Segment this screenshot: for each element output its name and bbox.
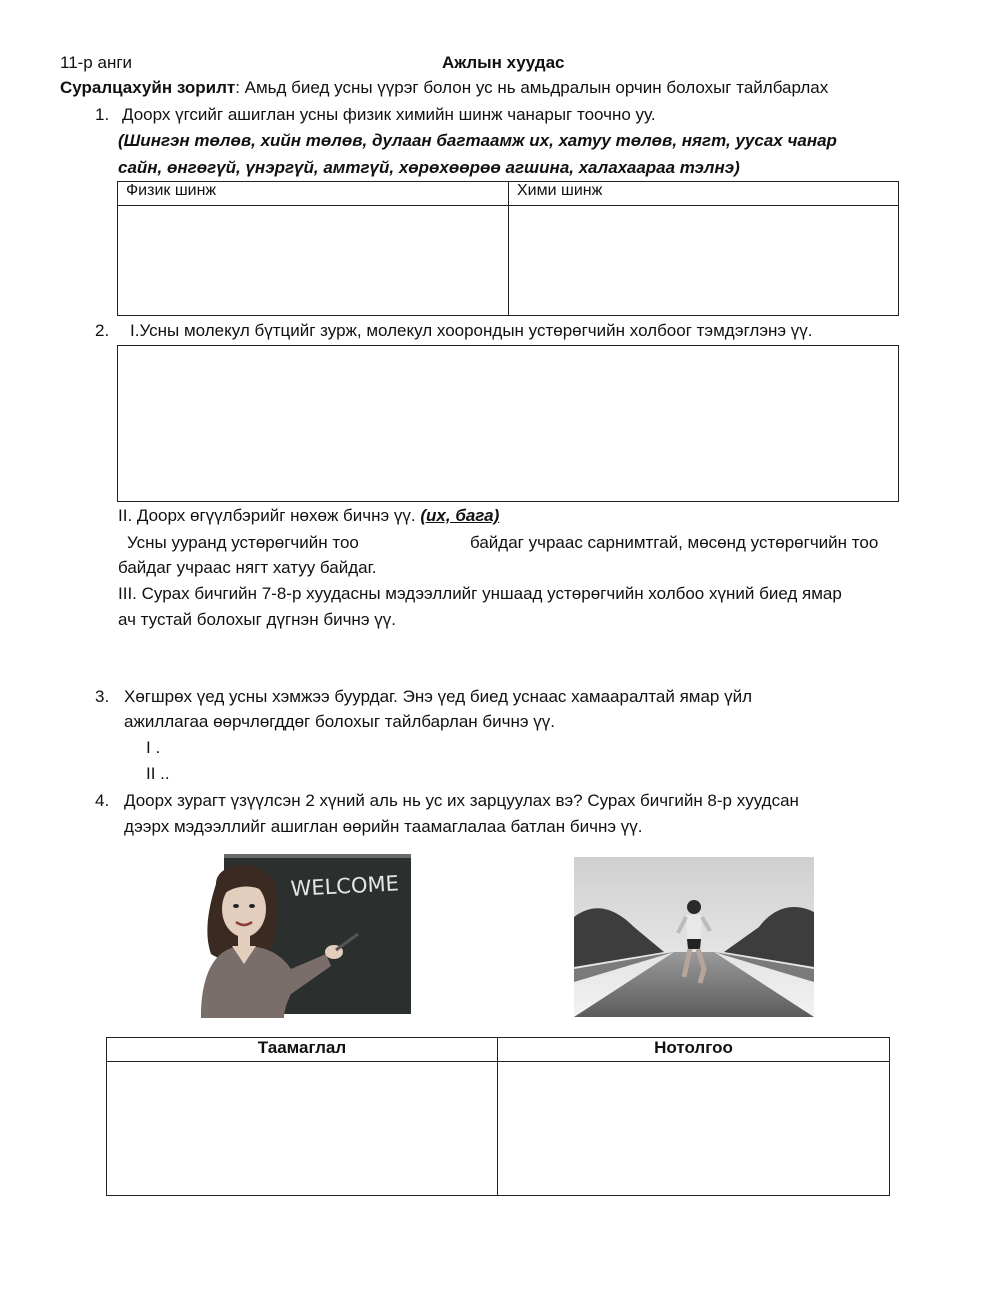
q1-text: Доорх үгсийг ашиглан усны физик химийн шинж чанарыг тоочно уу. [122, 105, 656, 124]
q3-line1: Хөгшрөх үед усны хэмжээ буурдаг. Энэ үед биед уснаас хамааралтай ямар үйл [124, 687, 753, 706]
q2-number: 2. [95, 321, 110, 340]
q4-line1: Доорх зурагт үзүүлсэн 2 хүний аль нь ус их зарцуулах вэ? Сурах бичгийн 8-р хуудсан [124, 791, 799, 810]
q2-part3-line2: ач тустай болохыг дүгнэн бичнэ үү. [118, 610, 396, 629]
q2-part2-options: (их, бага) [420, 506, 500, 525]
page-title: Ажлын хуудас [442, 53, 565, 72]
q4-line2: дээрх мэдээллийг ашиглан өөрийн таамаглалаа батлан бичнэ үү. [124, 817, 643, 836]
q4-number: 4. [95, 791, 110, 810]
q2-fill-left: Усны ууранд устөрөгчийн тоо [127, 533, 359, 552]
teacher-illustration [196, 854, 411, 1018]
q4-col-hypothesis: Таамаглал [107, 1038, 498, 1062]
welcome-text: WELCOME [290, 871, 400, 901]
q4-table [106, 1037, 890, 1196]
q1-hint-line1: (Шингэн төлөв, хийн төлөв, дулаан багтаамж их, хатуу төлөв, нягт, уусах чанар [118, 131, 837, 150]
q3-number: 3. [95, 687, 110, 706]
q4-hypothesis-answer-cell[interactable] [107, 1062, 498, 1196]
q1-col-chemical: Хими шинж [509, 182, 899, 206]
q4-col-evidence: Нотолгоо [498, 1038, 890, 1062]
q2-part2-label: II. Доорх өгүүлбэрийг нөхөж бичнэ үү. [118, 506, 421, 525]
objective-label: Суралцахуйн зорилт [60, 78, 236, 97]
q3-item2: II .. [146, 764, 170, 783]
q3-item1: I . [146, 738, 161, 757]
q1-number: 1. [95, 105, 110, 124]
q2-drawing-box[interactable] [117, 345, 899, 502]
q3-line2: ажиллагаа өөрчлөгддөг болохыг тайлбарлан бичнэ үү. [124, 712, 556, 731]
objective [60, 77, 828, 99]
grade-label: 11-р анги [60, 53, 133, 72]
q1-hint-line2: сайн, өнгөгүй, үнэргүй, амтгүй, хөрөхөөрөө агшина, халахаараа тэлнэ) [118, 158, 740, 177]
q1-col-physical: Физик шинж [118, 182, 509, 206]
q2-part2 [118, 505, 499, 527]
q2-part3-line1: III. Сурах бичгийн 7-8-р хуудасны мэдээллийг уншаад устөрөгчийн холбоо хүний биед ямар [118, 584, 842, 603]
q1-physical-answer-cell[interactable] [118, 206, 509, 316]
q4-evidence-answer-cell[interactable] [498, 1062, 890, 1196]
q1-chemical-answer-cell[interactable] [509, 206, 899, 316]
q2-fill-line2: байдаг учраас нягт хатуу байдаг. [118, 558, 377, 577]
q2-text: I.Усны молекул бүтцийг зурж, молекул хоорондын устөрөгчийн холбоог тэмдэглэнэ үү. [130, 321, 813, 340]
q2-fill-right: байдаг учраас сарнимтгай, мөсөнд устөрөгчийн тоо [470, 533, 879, 552]
objective-text: : Амьд биед усны үүрэг болон ус нь амьдралын орчин болохыг тайлбарлах [235, 78, 829, 97]
runner-photo [574, 857, 814, 1017]
q1-table [117, 181, 899, 316]
